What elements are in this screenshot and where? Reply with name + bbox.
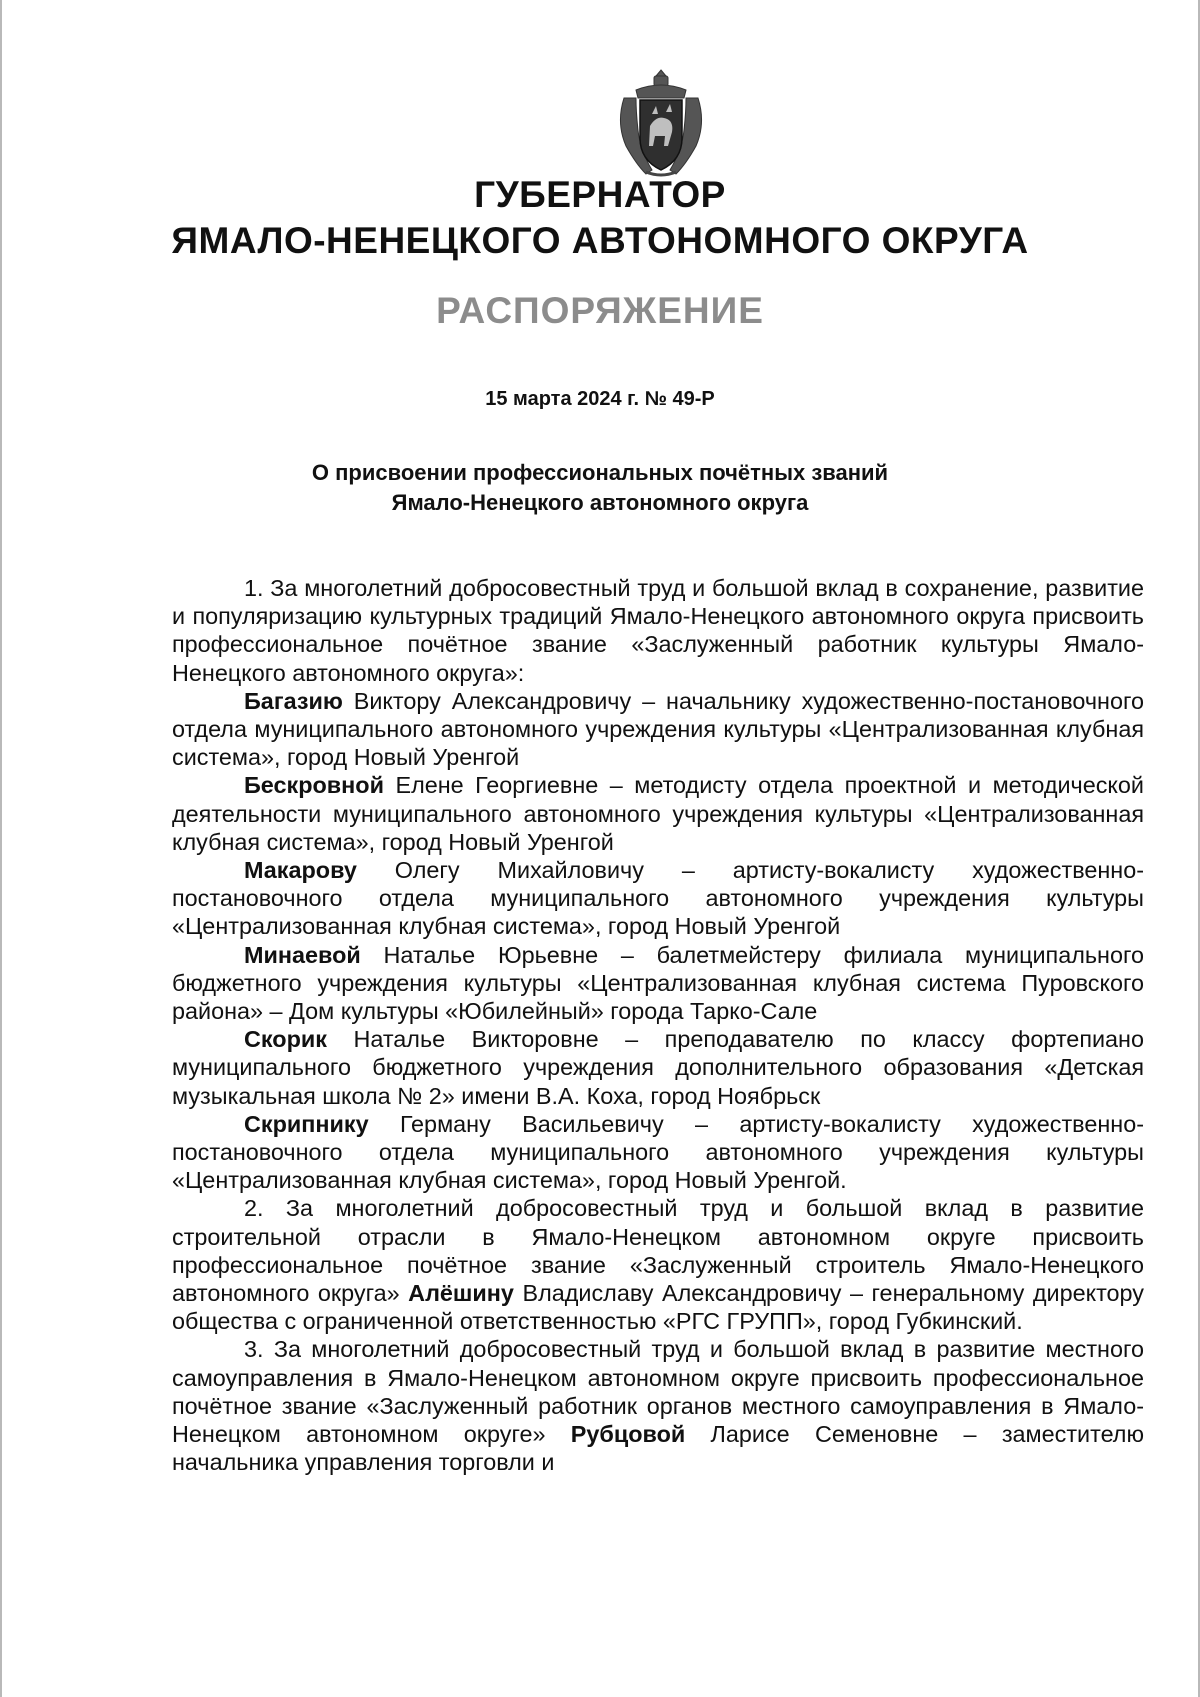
paragraph-1: 1. За многолетний добросовестный труд и большой вклад в сохранение, развитие и популяризацию культурных традиций Ямало-Ненецкого автономного округа присвоить профессиональное почётное звание «Заслуженный работник культуры Ямало-Ненецкого автономного округа»: (172, 575, 1144, 686)
coat-of-arms-icon (616, 68, 706, 180)
title-line-1: О присвоении профессиональных почётных званий (311, 460, 889, 485)
governor-title: ГУБЕРНАТОР (474, 174, 726, 215)
paragraph-2: 2. За многолетний добросовестный труд и большой вклад в развитие строительной отрасли в Ямало-Ненецком автономном округе присвоить профессиональное почётное звание «Заслуженный строитель Ямало-Ненецкого автономного округа» Алёшину Владиславу Александровичу – генеральному директору общества с ограниченной ответственностью «РГС ГРУПП», город Губкинский. (172, 1195, 1144, 1335)
awardee-surname: Скрипнику (244, 1110, 369, 1137)
date-and-number: 15 марта 2024 г. № 49-Р (485, 388, 715, 410)
awardee-surname: Багазию (244, 687, 343, 714)
awardee-paragraph: Бескровной Елене Георгиевне – методисту отдела проектной и методической деятельности муниципального автономного учреждения культуры «Централизованная клубная система», город Новый Уренгой (172, 772, 1144, 855)
awardee-surname: Рубцовой (570, 1421, 686, 1448)
awardee-paragraph: Макарову Олегу Михайловичу – артисту-вокалисту художественно-постановочного отдела муниципального автономного учреждения культуры «Централизованная клубная система», город Новый Уренгой (172, 857, 1144, 940)
document-body (172, 574, 1144, 1477)
document-title (0, 458, 1200, 518)
region-title: ЯМАЛО-НЕНЕЦКОГО АВТОНОМНОГО ОКРУГА (171, 220, 1029, 261)
awardee-surname: Макарову (244, 857, 357, 884)
awardee-surname: Скорик (244, 1026, 327, 1053)
title-line-2: Ямало-Ненецкого автономного округа (391, 490, 809, 515)
awardee-paragraph: Багазию Виктору Александровичу – начальнику художественно-постановочного отдела муниципального автономного учреждения культуры «Централизованная клубная система», город Новый Уренгой (172, 687, 1144, 771)
awardee-paragraph: Скрипнику Герману Васильевичу – артисту-вокалисту художественно-постановочного отдела муниципального автономного учреждения культуры «Централизованная клубная система», город Новый Уренгой. (172, 1110, 1144, 1194)
awardee-paragraph: Минаевой Наталье Юрьевне – балетмейстеру филиала муниципального бюджетного учреждения культуры «Централизованная клубная система Пуровского района» – Дом культуры «Юбилейный» города Тарко-Сале (172, 941, 1144, 1025)
issuer-heading (0, 172, 1200, 264)
awardee-paragraph: Скорик Наталье Викторовне – преподавателю по классу фортепиано муниципального бюджетного учреждения дополнительного образования «Детская музыкальная школа № 2» имени В.А. Коха, город Ноябрьск (172, 1026, 1144, 1109)
awardee-surname: Алёшину (408, 1280, 514, 1307)
document-type: РАСПОРЯЖЕНИЕ (436, 290, 764, 331)
awardee-surname: Минаевой (244, 941, 361, 968)
paragraph-3: 3. За многолетний добросовестный труд и большой вклад в развитие местного самоуправления в Ямало-Ненецком автономном округе присвоить профессиональное почётное звание «Заслуженный работник органов местного самоуправления в Ямало-Ненецком автономном округе» Рубцовой Ларисе Семеновне – заместителю начальника управления торговли и (172, 1336, 1144, 1476)
awardee-surname: Бескровной (244, 772, 384, 799)
